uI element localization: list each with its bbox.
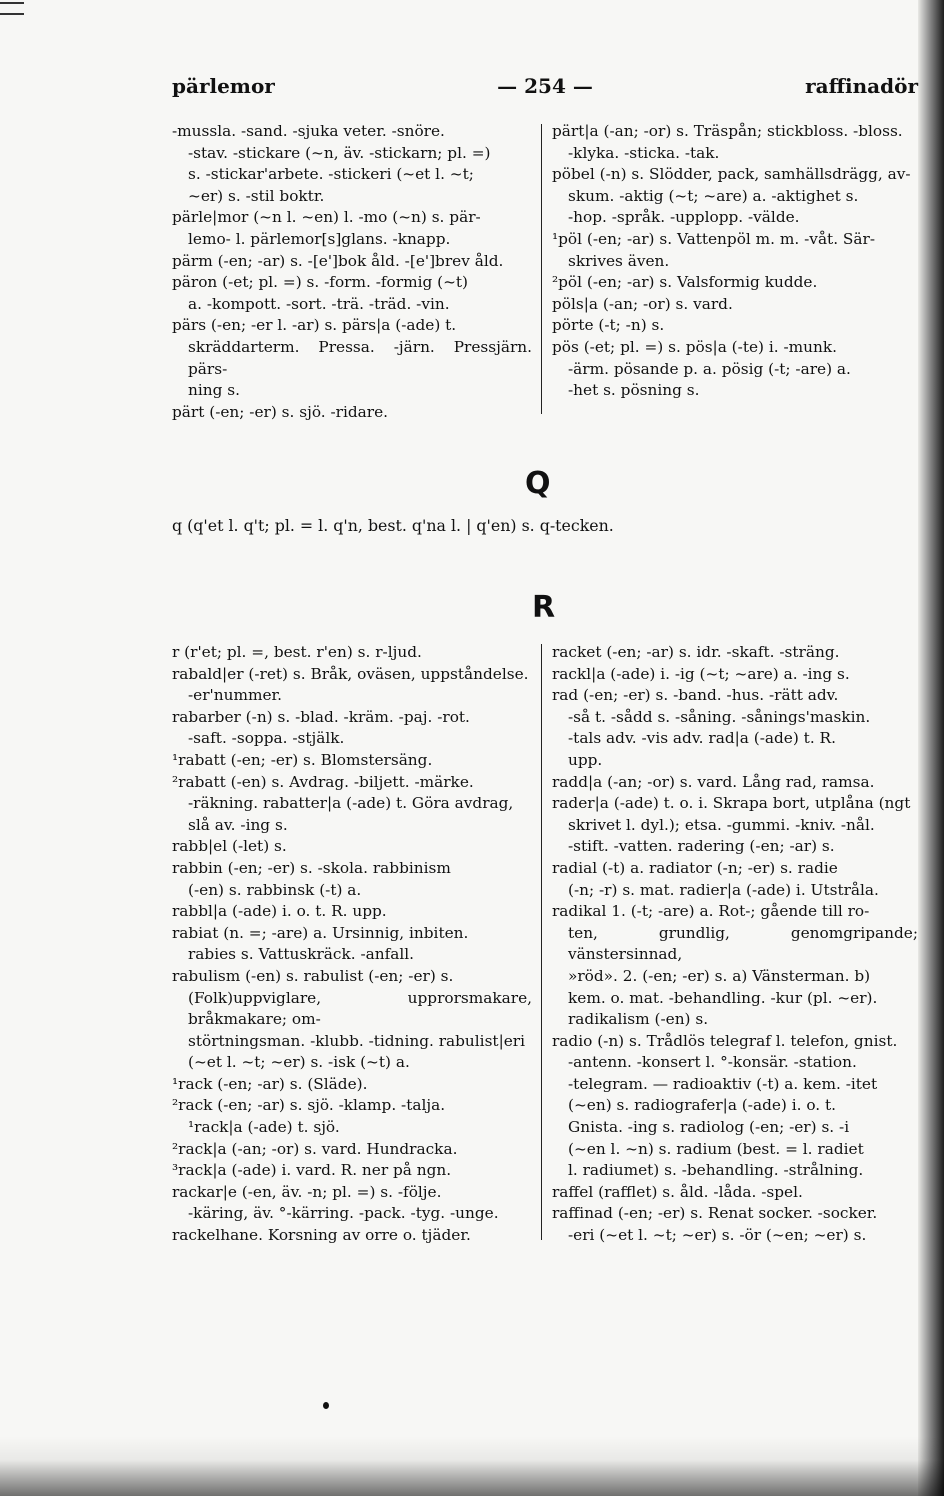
entry-line: »röd». 2. (-en; -er) s. a) Vänsterman. b) (568, 966, 871, 985)
column-top-right (552, 121, 912, 402)
entry-line: -stav. -stickare (~n, äv. -stickarn; pl. =) (188, 143, 491, 162)
entry-line: pöbel (-n) s. Slödder, pack, samhällsdrägg, av- (552, 165, 911, 184)
entry-line: rabiat (n. =; -are) a. Ursinnig, inbiten. (172, 923, 469, 942)
q-entry: q (q'et l. q't; pl. = l. q'n, best. q'na l. | q'en) s. q-tecken. (172, 516, 614, 535)
entry-line: pärt|a (-an; -or) s. Träspån; stickbloss. -bloss. (552, 122, 903, 140)
section-letter-r: R (532, 590, 556, 625)
column-divider-top (541, 124, 542, 414)
entry-line: rackelhane. Korsning av orre o. tjäder. (172, 1226, 471, 1245)
header-last-word: raffinadör (805, 74, 918, 98)
entry-line: -mussla. -sand. -sjuka veter. -snöre. (172, 122, 445, 140)
entry-line: -hop. -språk. -upplopp. -välde. (568, 208, 800, 227)
entry-line: -eri (~et l. ~t; ~er) s. -ör (~en; ~er) s. (568, 1226, 867, 1245)
entry-line: ¹rack|a (-ade) t. sjö. (188, 1118, 340, 1137)
entry-line: -ärm. pösande p. a. pösig (-t; -are) a. (568, 359, 851, 378)
entry-line: ~er) s. -stil boktr. (188, 186, 325, 205)
entry-line: pärle|mor (~n l. ~en) l. -mo (~n) s. pär- (172, 208, 481, 227)
entry-line: Gnista. -ing s. radiolog (-en; -er) s. -i (568, 1118, 850, 1137)
entry-line: radd|a (-an; -or) s. vard. Lång rad, ramsa. (552, 772, 875, 791)
entry-line: racket (-en; -ar) s. idr. -skaft. -sträng. (552, 643, 840, 661)
column-bottom-left (172, 642, 532, 1247)
entry-line: päron (-et; pl. =) s. -form. -formig (~t) (172, 273, 469, 292)
entry-line: slå av. -ing s. (188, 815, 288, 834)
entry-line: rabies s. Vattuskräck. -anfall. (188, 945, 415, 964)
running-header (172, 74, 918, 108)
entry-line: -käring, äv. °-kärring. -pack. -tyg. -unge. (188, 1204, 499, 1223)
header-first-word: pärlemor (172, 74, 275, 98)
entry-line: r (r'et; pl. =, best. r'en) s. r-ljud. (172, 643, 422, 661)
entry-line: skrives även. (568, 251, 670, 270)
column-top-left (172, 121, 532, 423)
entry-line: -antenn. -konsert l. °-konsär. -station. (568, 1053, 857, 1072)
margin-tick-mark (0, 2, 24, 15)
left-page-margin (0, 0, 30, 1496)
column-divider-bottom (541, 644, 542, 1240)
entry-line: ²rack (-en; -ar) s. sjö. -klamp. -talja. (172, 1096, 446, 1115)
entry-line: ¹pöl (-en; -ar) s. Vattenpöl m. m. -våt. Sär- (552, 229, 876, 248)
entry-line: ¹rack (-en; -ar) s. (Släde). (172, 1074, 368, 1093)
entry-line: (~en l. ~n) s. radium (best. = l. radiet (568, 1139, 864, 1158)
entry-line: skum. -aktig (~t; ~are) a. -aktighet s. (568, 186, 859, 205)
entry-line: radial (-t) a. radiator (-n; -er) s. radie (552, 858, 838, 877)
right-binding-shadow (918, 0, 944, 1496)
entry-line: (Folk)uppviglare, upprorsmakare, bråkmakare; om- (188, 988, 532, 1029)
entry-line: störtningsman. -klubb. -tidning. rabulist|eri (188, 1031, 525, 1050)
entry-line: -tals adv. -vis adv. rad|a (-ade) t. R. (568, 729, 836, 748)
entry-line: ²rabatt (-en) s. Avdrag. -biljett. -märke. (172, 772, 474, 791)
entry-line: radio (-n) s. Trådlös telegraf l. telefon, gnist. (552, 1031, 898, 1050)
page-dot (323, 1402, 329, 1409)
entry-line: raffel (rafflet) s. åld. -låda. -spel. (552, 1182, 803, 1201)
entry-line: l. radiumet) s. -behandling. -strålning. (568, 1161, 864, 1180)
entry-line: rad (-en; -er) s. -band. -hus. -rätt adv. (552, 686, 839, 705)
entry-line: pörte (-t; -n) s. (552, 316, 665, 335)
entry-line: (~et l. ~t; ~er) s. -isk (~t) a. (188, 1053, 410, 1072)
column-bottom-right (552, 642, 918, 1247)
entry-line: (-en) s. rabbinsk (-t) a. (188, 880, 362, 899)
entry-line: rabbl|a (-ade) i. o. t. R. upp. (172, 902, 387, 921)
entry-line: pös (-et; pl. =) s. pös|a (-te) i. -munk. (552, 337, 837, 356)
entry-line: raffinad (-en; -er) s. Renat socker. -socker. (552, 1204, 878, 1223)
entry-line: -er'nummer. (188, 686, 282, 705)
entry-line: -så t. -sådd s. -såning. -sånings'maskin. (568, 707, 871, 726)
entry-line: upp. (568, 750, 603, 769)
entry-line: pöls|a (-an; -or) s. vard. (552, 294, 733, 313)
entry-line: pärt (-en; -er) s. sjö. -ridare. (172, 402, 389, 421)
entry-line: s. -stickar'arbete. -stickeri (~et l. ~t; (188, 165, 474, 184)
entry-line: -klyka. -sticka. -tak. (568, 143, 720, 162)
entry-line: pärs (-en; -er l. -ar) s. pärs|a (-ade) t. (172, 316, 457, 335)
entry-line: a. -kompott. -sort. -trä. -träd. -vin. (188, 294, 450, 313)
entry-line: radikalism (-en) s. (568, 1010, 709, 1029)
entry-line: radikal 1. (-t; -are) a. Rot-; gående till ro- (552, 902, 870, 921)
entry-line: rader|a (-ade) t. o. i. Skrapa bort, utplåna (ngt (552, 794, 911, 813)
entry-line: ²rack|a (-an; -or) s. vard. Hundracka. (172, 1139, 458, 1158)
entry-line: rackl|a (-ade) i. -ig (~t; ~are) a. -ing s. (552, 664, 850, 683)
entry-line: rabbin (-en; -er) s. -skola. rabbinism (172, 858, 451, 877)
entry-line: (-n; -r) s. mat. radier|a (-ade) i. Utstråla. (568, 880, 879, 899)
entry-line: ning s. (188, 381, 240, 400)
page-number: — 254 — (497, 74, 593, 98)
bottom-scan-shadow (0, 1436, 944, 1496)
entry-line: ³rack|a (-ade) i. vard. R. ner på ngn. (172, 1161, 452, 1180)
entry-line: lemo- l. pärlemor[s]glans. -knapp. (188, 229, 451, 248)
section-letter-q: Q (525, 466, 551, 501)
entry-line: rabb|el (-let) s. (172, 837, 287, 856)
entry-line: skrivet l. dyl.); etsa. -gummi. -kniv. -nål. (568, 815, 875, 834)
entry-line: -räkning. rabatter|a (-ade) t. Göra avdrag, (188, 794, 514, 813)
entry-line: rabulism (-en) s. rabulist (-en; -er) s. (172, 966, 454, 985)
entry-line: rackar|e (-en, äv. -n; pl. =) s. -följe. (172, 1182, 442, 1201)
entry-line: ten, grundlig, genomgripande; vänstersinnad, (568, 923, 918, 964)
entry-line: rabarber (-n) s. -blad. -kräm. -paj. -rot. (172, 707, 470, 726)
entry-line: (~en) s. radiografer|a (-ade) i. o. t. (568, 1096, 837, 1115)
entry-line: skräddarterm. Pressa. -järn. Pressjärn. pärs- (188, 337, 532, 378)
entry-line: -het s. pösning s. (568, 381, 700, 400)
entry-line: ¹rabatt (-en; -er) s. Blomstersäng. (172, 750, 433, 769)
entry-line: ²pöl (-en; -ar) s. Valsformig kudde. (552, 273, 818, 292)
entry-line: -stift. -vatten. radering (-en; -ar) s. (568, 837, 835, 856)
entry-line: pärm (-en; -ar) s. -[e']bok åld. -[e']brev åld. (172, 251, 504, 270)
entry-line: -saft. -soppa. -stjälk. (188, 729, 345, 748)
entry-line: rabald|er (-ret) s. Bråk, oväsen, uppståndelse. (172, 664, 529, 683)
entry-line: -telegram. — radioaktiv (-t) a. kem. -itet (568, 1074, 878, 1093)
entry-line: kem. o. mat. -behandling. -kur (pl. ~er). (568, 988, 878, 1007)
